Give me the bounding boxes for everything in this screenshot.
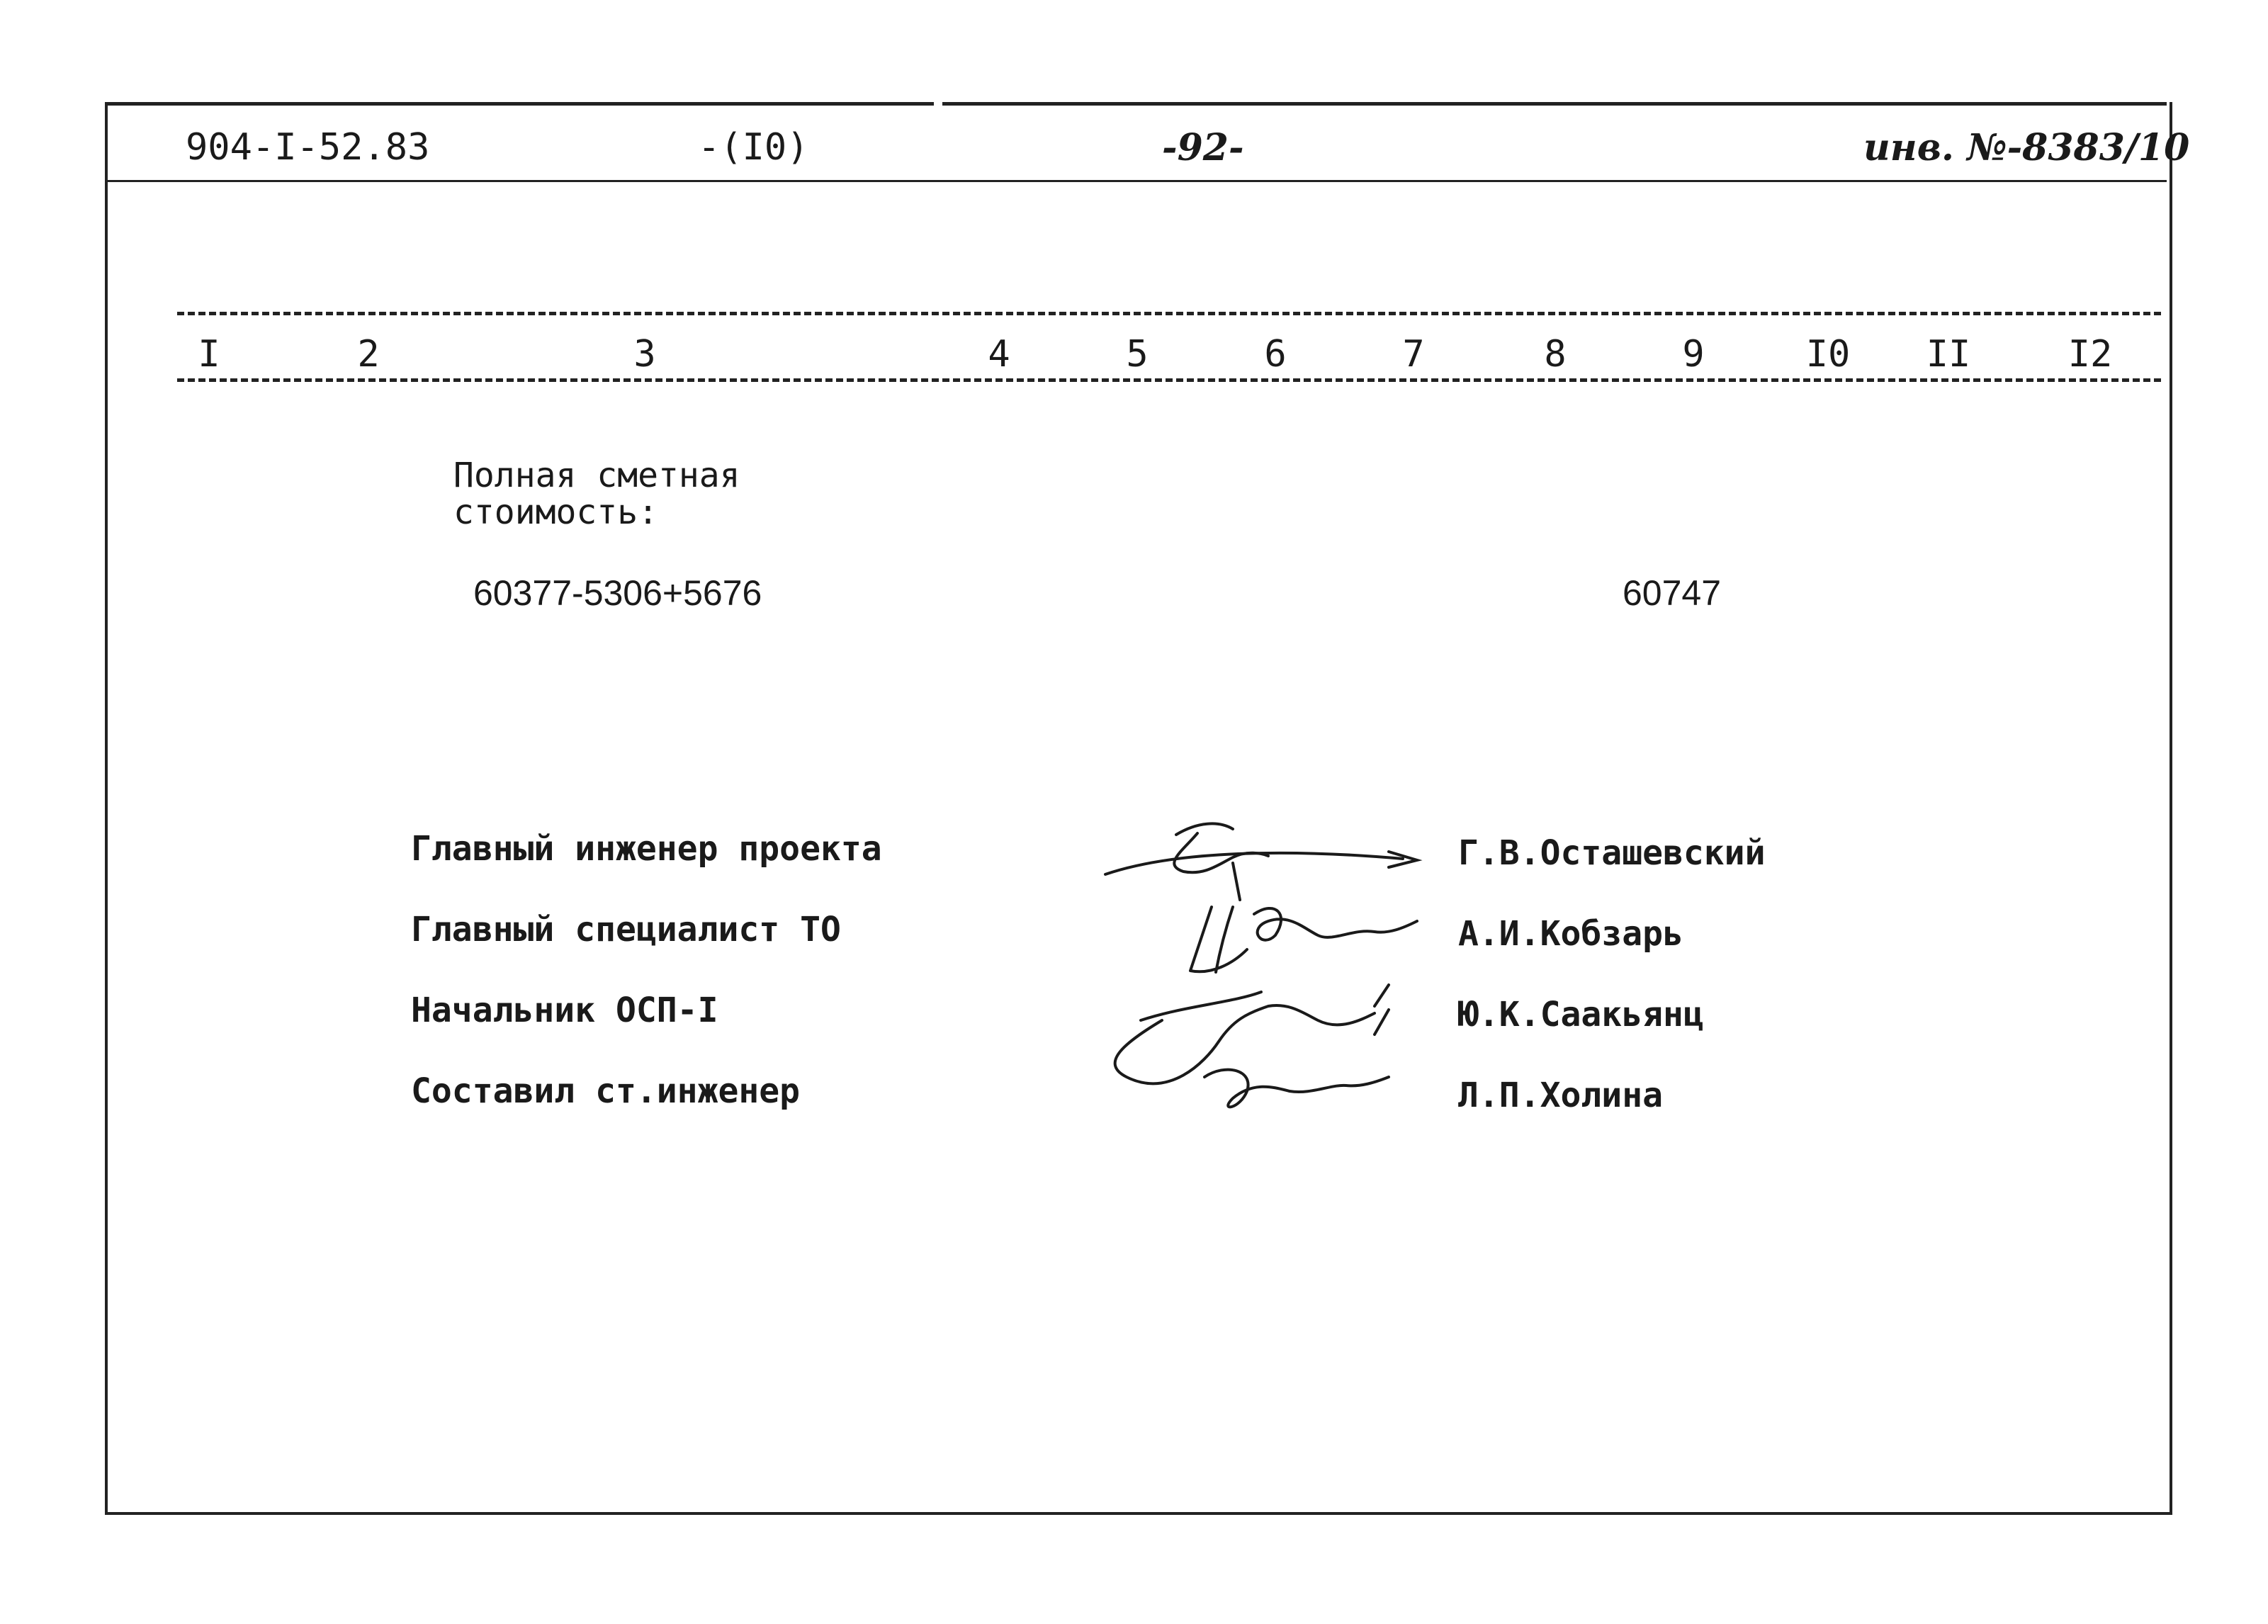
column-number: II — [1926, 333, 1971, 376]
column-number: I0 — [1805, 333, 1851, 376]
column-number: 9 — [1682, 333, 1705, 376]
column-number: I2 — [2067, 333, 2113, 376]
column-number: 4 — [988, 333, 1010, 376]
top-border — [105, 102, 934, 106]
column-number: 2 — [357, 333, 380, 376]
name-chief-engineer: Г.В.Осташевский — [1458, 833, 1766, 873]
name-compiler: Л.П.Холина — [1458, 1076, 1663, 1115]
role-chief-engineer: Главный инженер проекта — [411, 829, 882, 869]
name-department-head: Ю.К.Саакьянц — [1458, 995, 1704, 1034]
signatures-graphic — [1020, 808, 1460, 1141]
column-number: 3 — [633, 333, 656, 376]
total-cost-label: Полная сметная стоимость: — [453, 456, 740, 532]
column-number: 5 — [1126, 333, 1149, 376]
cost-total: 60747 — [1623, 573, 1722, 613]
top-border-right — [942, 102, 2167, 106]
header-divider — [108, 180, 2167, 182]
column-number: 7 — [1402, 333, 1425, 376]
document-part: -(I0) — [698, 126, 809, 169]
column-number: 8 — [1544, 333, 1567, 376]
inventory-number: инв. №-8383/10 — [1863, 126, 2190, 169]
column-band-bottom-rule — [177, 378, 2161, 382]
role-department-head: Начальник ОСП-I — [411, 991, 718, 1030]
role-chief-specialist: Главный специалист ТО — [411, 910, 841, 949]
document-code: 904-I-52.83 — [186, 126, 430, 169]
column-band-top-rule — [177, 312, 2161, 315]
name-chief-specialist: А.И.Кобзарь — [1458, 914, 1683, 954]
column-number: I — [198, 333, 220, 376]
role-compiler: Составил ст.инженер — [411, 1071, 801, 1111]
cost-formula: 60377-5306+5676 — [473, 573, 762, 613]
page-number: -92- — [1162, 126, 1244, 169]
column-number: 6 — [1264, 333, 1287, 376]
